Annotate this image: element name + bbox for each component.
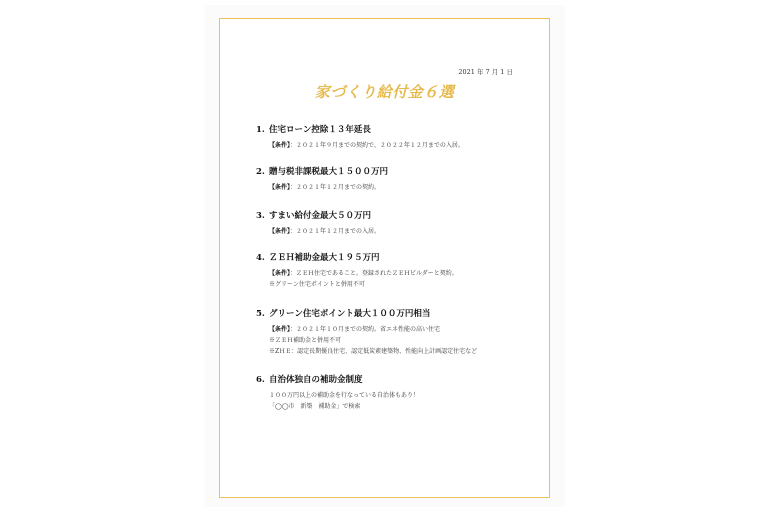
item-note: １００万円以上の補助金を行なっている自治体もあり！ — [269, 392, 420, 399]
item-note: ※グリーン住宅ポイントと併用不可 — [269, 281, 365, 288]
condition-tag: 【条件】 — [269, 142, 291, 149]
condition-tag: 【条件】 — [269, 270, 291, 277]
item-condition — [269, 182, 529, 193]
item-heading — [256, 373, 529, 385]
item-heading — [256, 123, 529, 135]
document-frame — [219, 18, 550, 498]
item-number: 6. — [256, 375, 265, 385]
condition-text: ：２０２１年９月までの契約で、２０２２年１２月までの入居。 — [290, 142, 464, 149]
item-title: 住宅ローン控除１３年延長 — [269, 125, 371, 135]
condition-text: ：２０２１年１０月までの契約。省エネ性能の高い住宅 — [290, 326, 441, 333]
condition-tag: 【条件】 — [269, 184, 291, 191]
condition-text: ：２０２１年１２月までの契約。 — [290, 184, 381, 191]
item-number: 2. — [256, 167, 265, 177]
list-item — [256, 123, 529, 165]
item-number: 1. — [256, 125, 265, 135]
item-note: 「◯◯市 新築 補助金」で検索 — [269, 403, 361, 410]
item-condition — [269, 324, 529, 335]
condition-tag: 【条件】 — [269, 326, 291, 333]
item-condition — [269, 226, 529, 237]
item-number: 4. — [256, 253, 265, 263]
list-item — [256, 165, 529, 209]
item-note: ※ZＨＥ：認定長期優良住宅、認定低炭素建築物、性能向上計画認定住宅など — [269, 348, 478, 355]
item-condition — [269, 140, 529, 151]
list-item — [256, 307, 529, 373]
item-condition — [269, 268, 529, 279]
document-title: 家づくり給付金６選 — [314, 83, 455, 101]
condition-tag: 【条件】 — [269, 228, 291, 235]
item-title: グリーン住宅ポイント最大１００万円相当 — [269, 309, 431, 319]
condition-text: ：２０２１年１２月までの入居。 — [290, 228, 381, 235]
item-number: 3. — [256, 211, 265, 221]
list-item — [256, 209, 529, 251]
item-heading — [256, 307, 529, 319]
item-title: ＺＥＨ補助金最大１９５万円 — [269, 253, 380, 263]
list-item — [256, 373, 529, 412]
item-heading — [256, 165, 529, 177]
list-item — [256, 251, 529, 307]
document-date: 2021 年 7 月 1 日 — [458, 68, 513, 76]
item-heading — [256, 251, 529, 263]
item-number: 5. — [256, 309, 265, 319]
item-title: 贈与税非課税最大１５００万円 — [269, 167, 389, 177]
item-title: 自治体独自の補助金制度 — [269, 375, 363, 385]
item-note: ※ＺＥＨ補助金と併用不可 — [269, 337, 342, 344]
item-list — [256, 123, 529, 412]
item-heading — [256, 209, 529, 221]
item-title: すまい給付金最大５０万円 — [269, 211, 372, 221]
condition-text: ：ＺＥＨ住宅であること。登録されたＺＥＨビルダーと契約。 — [290, 270, 458, 277]
